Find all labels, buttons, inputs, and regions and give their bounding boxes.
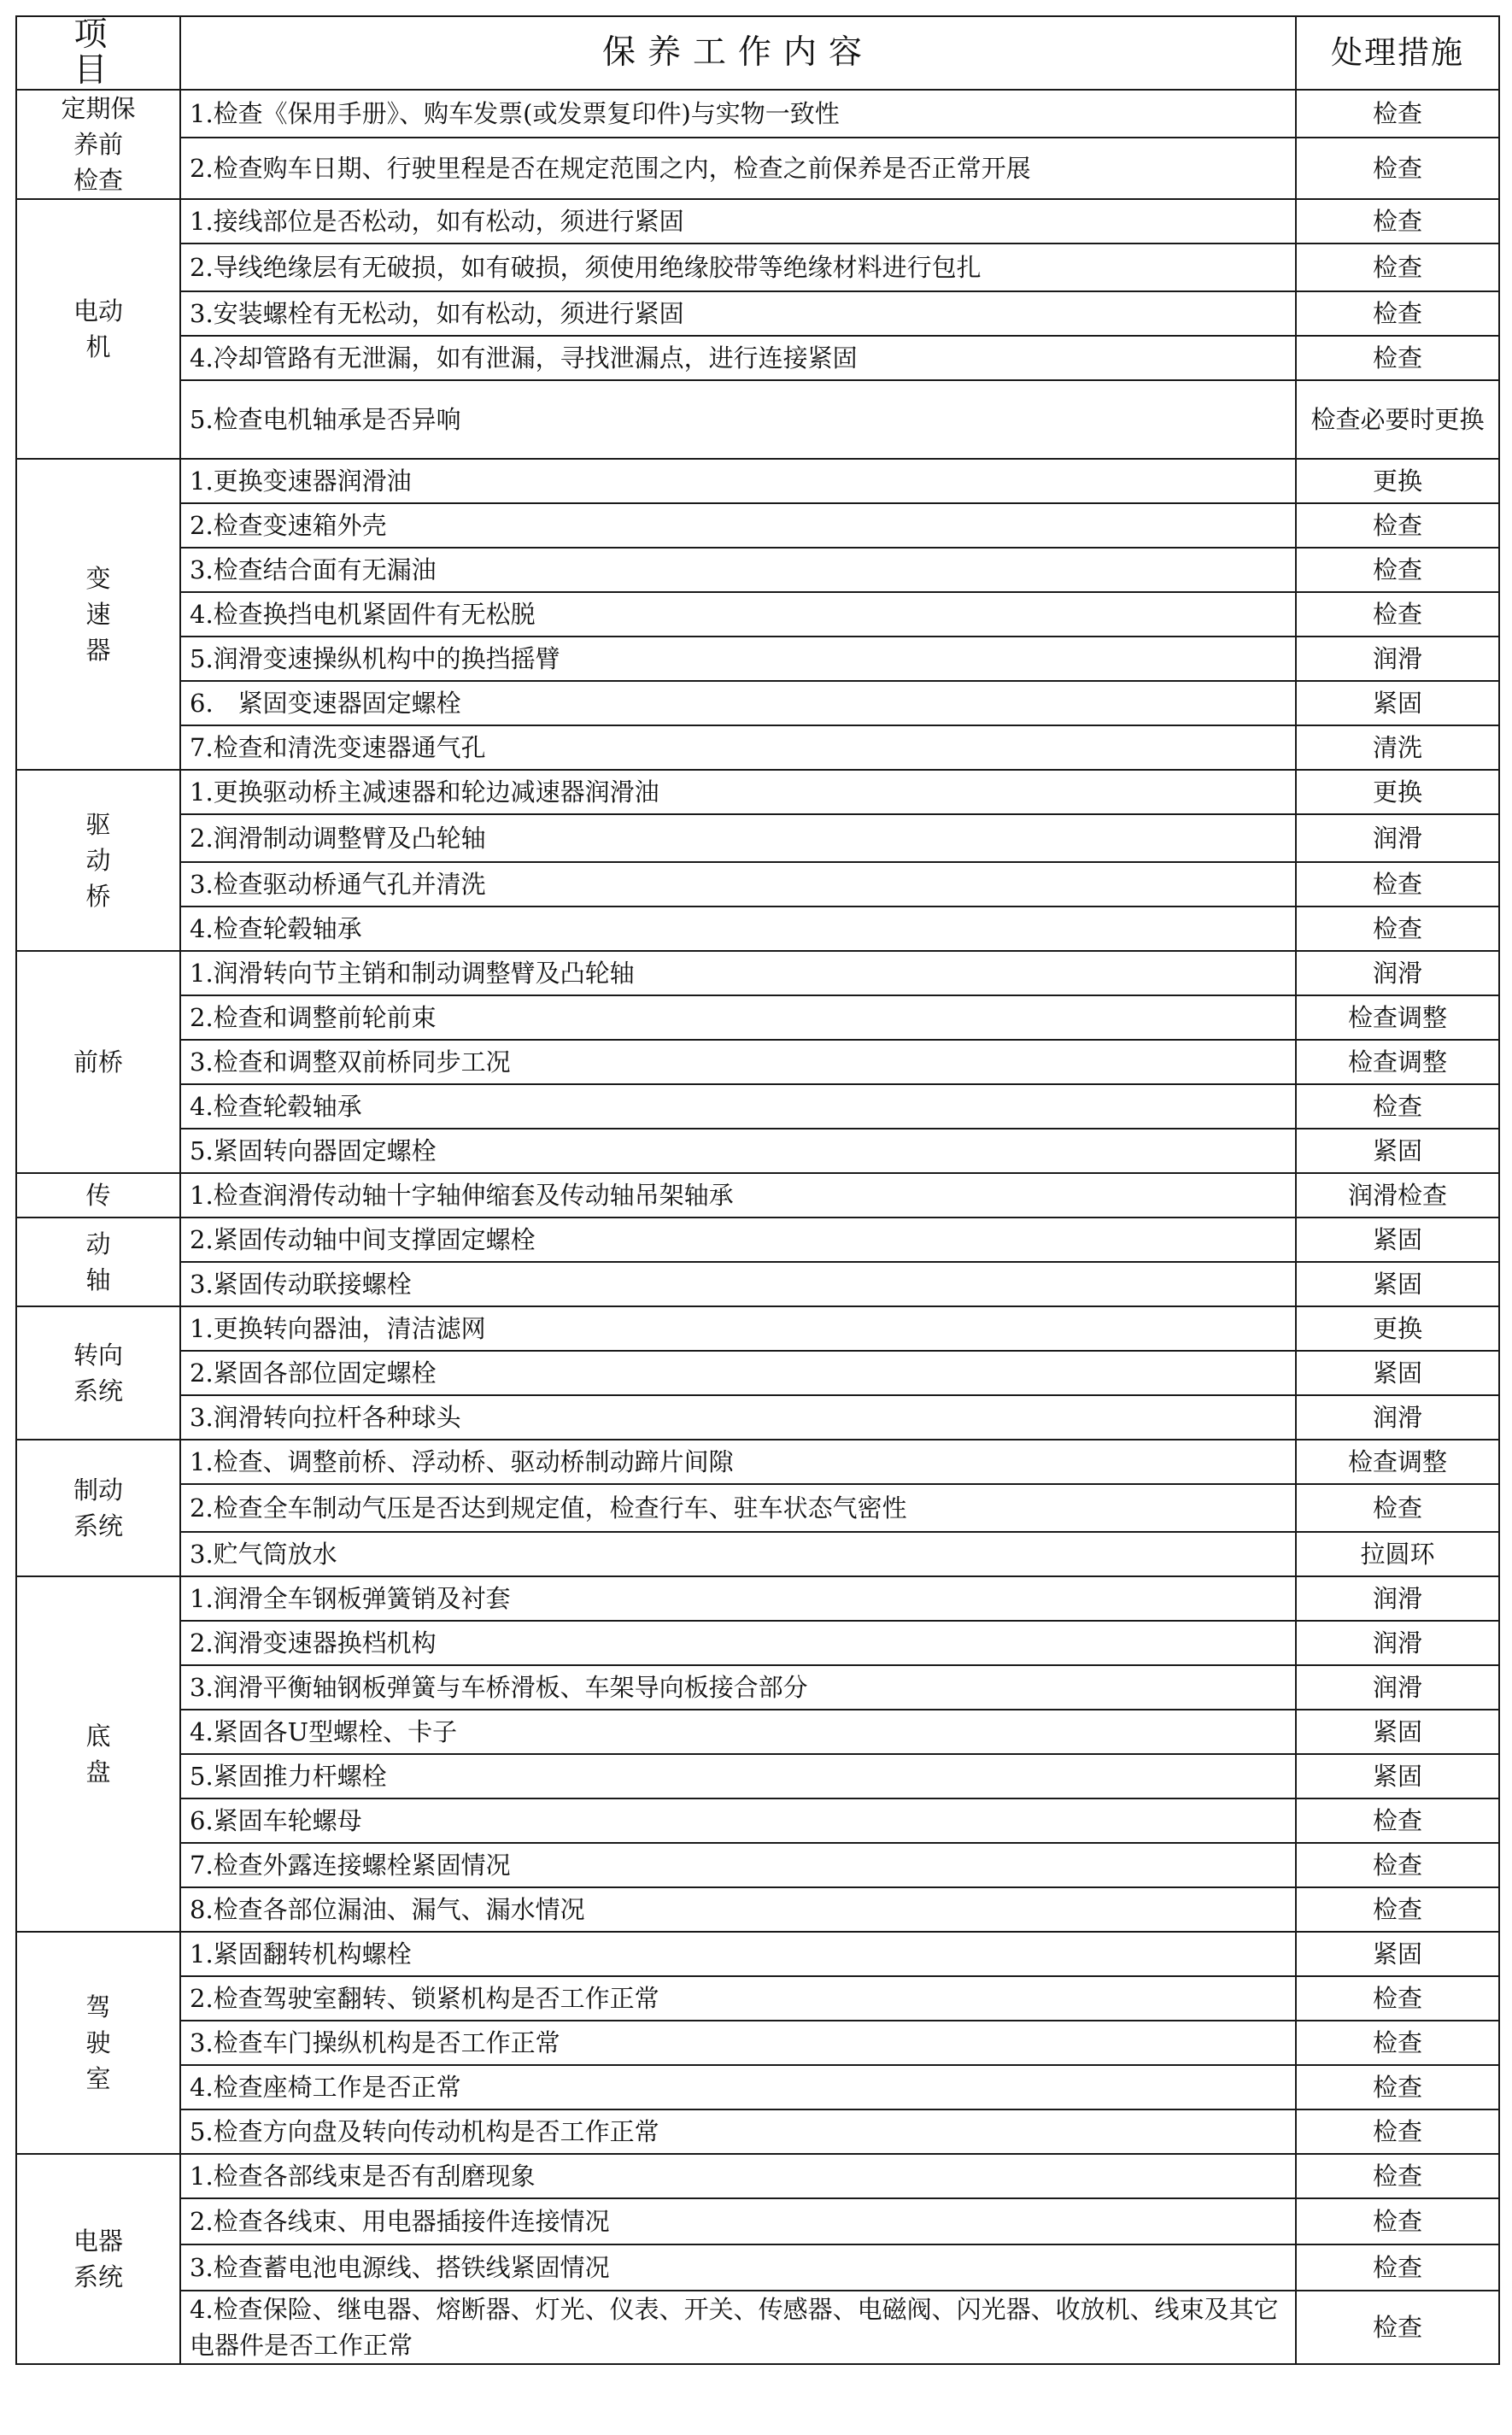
category-label-line: 变 xyxy=(85,564,111,593)
category-label-line: 底 xyxy=(85,1722,111,1751)
action-cell: 检查 xyxy=(1296,548,1499,592)
table-row xyxy=(16,1665,1499,1710)
content-cell: 3.检查和调整双前桥同步工况 xyxy=(180,1040,1296,1084)
content-cell: 1.润滑全车钢板弹簧销及衬套 xyxy=(180,1576,1296,1621)
action-cell: 润滑 xyxy=(1296,637,1499,681)
action-cell: 检查 xyxy=(1296,907,1499,951)
header-item: 项 目 xyxy=(16,16,180,90)
category-label-line: 制动 xyxy=(73,1476,123,1505)
category-label-line: 动 xyxy=(85,846,111,875)
table-row xyxy=(16,2291,1499,2364)
action-cell: 检查 xyxy=(1296,1976,1499,2021)
table-row xyxy=(16,1754,1499,1798)
action-cell: 清洗 xyxy=(1296,725,1499,770)
action-cell: 检查 xyxy=(1296,199,1499,244)
action-cell: 润滑检查 xyxy=(1296,1173,1499,1218)
header-row xyxy=(16,16,1499,90)
category-label-line: 传 xyxy=(85,1181,111,1210)
action-cell: 紧固 xyxy=(1296,1932,1499,1976)
action-cell: 检查调整 xyxy=(1296,1040,1499,1084)
content-cell: 1.更换变速器润滑油 xyxy=(180,459,1296,503)
action-cell: 检查 xyxy=(1296,244,1499,291)
action-cell: 检查 xyxy=(1296,1484,1499,1532)
content-cell: 4.紧固各U型螺栓、卡子 xyxy=(180,1710,1296,1754)
action-cell: 润滑 xyxy=(1296,951,1499,995)
category-label-line: 驶 xyxy=(85,2028,111,2057)
content-cell: 4.检查轮毂轴承 xyxy=(180,907,1296,951)
action-cell: 检查 xyxy=(1296,2244,1499,2291)
action-cell: 润滑 xyxy=(1296,1621,1499,1665)
table-row xyxy=(16,1887,1499,1932)
content-cell: 3.润滑平衡轴钢板弹簧与车桥滑板、车架导向板接合部分 xyxy=(180,1665,1296,1710)
content-cell: 2.检查驾驶室翻转、锁紧机构是否工作正常 xyxy=(180,1976,1296,2021)
table-row xyxy=(16,548,1499,592)
category-label-line: 动 xyxy=(85,1229,111,1259)
category-cell xyxy=(16,1576,180,1932)
table-row xyxy=(16,138,1499,199)
content-cell: 2.检查购车日期、行驶里程是否在规定范围之内，检查之前保养是否正常开展 xyxy=(180,138,1296,199)
content-cell: 2.导线绝缘层有无破损，如有破损，须使用绝缘胶带等绝缘材料进行包扎 xyxy=(180,244,1296,291)
action-cell: 检查 xyxy=(1296,1887,1499,1932)
content-cell: 6.紧固车轮螺母 xyxy=(180,1798,1296,1843)
content-cell: 2.检查变速箱外壳 xyxy=(180,503,1296,548)
action-cell: 更换 xyxy=(1296,459,1499,503)
content-cell: 1.紧固翻转机构螺栓 xyxy=(180,1932,1296,1976)
content-cell: 1.润滑转向节主销和制动调整臂及凸轮轴 xyxy=(180,951,1296,995)
content-cell: 1.检查、调整前桥、浮动桥、驱动桥制动蹄片间隙 xyxy=(180,1440,1296,1484)
table-row xyxy=(16,1129,1499,1173)
content-cell: 2.紧固各部位固定螺栓 xyxy=(180,1351,1296,1395)
action-cell: 检查 xyxy=(1296,2065,1499,2109)
action-cell: 紧固 xyxy=(1296,1218,1499,1262)
content-cell: 2.检查全车制动气压是否达到规定值，检查行车、驻车状态气密性 xyxy=(180,1484,1296,1532)
action-cell: 检查 xyxy=(1296,503,1499,548)
content-cell: 1.更换驱动桥主减速器和轮边减速器润滑油 xyxy=(180,770,1296,814)
action-cell: 检查必要时更换 xyxy=(1296,380,1499,459)
table-row xyxy=(16,1710,1499,1754)
category-cell xyxy=(16,2154,180,2364)
content-cell: 1.检查《保用手册》、购车发票(或发票复印件)与实物一致性 xyxy=(180,90,1296,138)
category-label-line: 速 xyxy=(85,600,111,629)
table-row xyxy=(16,199,1499,244)
action-cell: 检查调整 xyxy=(1296,995,1499,1040)
content-cell: 3.检查蓄电池电源线、搭铁线紧固情况 xyxy=(180,2244,1296,2291)
category-cell xyxy=(16,199,180,459)
table-row xyxy=(16,995,1499,1040)
content-cell: 3.检查车门操纵机构是否工作正常 xyxy=(180,2021,1296,2065)
header-action: 处理措施 xyxy=(1296,16,1499,90)
table-row xyxy=(16,2154,1499,2198)
maintenance-table xyxy=(15,15,1500,2365)
action-cell: 润滑 xyxy=(1296,1665,1499,1710)
category-label-line: 定期保 xyxy=(61,94,136,123)
action-cell: 紧固 xyxy=(1296,1262,1499,1306)
content-cell: 7.检查和清洗变速器通气孔 xyxy=(180,725,1296,770)
table-row xyxy=(16,1173,1499,1218)
content-cell: 3.紧固传动联接螺栓 xyxy=(180,1262,1296,1306)
content-cell: 4.检查轮毂轴承 xyxy=(180,1084,1296,1129)
category-cell xyxy=(16,1306,180,1440)
content-cell: 2.润滑制动调整臂及凸轮轴 xyxy=(180,814,1296,862)
action-cell: 紧固 xyxy=(1296,1351,1499,1395)
content-cell: 3.检查驱动桥通气孔并清洗 xyxy=(180,862,1296,907)
table-row xyxy=(16,291,1499,336)
category-label-line: 盘 xyxy=(85,1757,111,1787)
category-label-line: 器 xyxy=(85,636,111,665)
table-row xyxy=(16,2244,1499,2291)
content-cell: 4.检查保险、继电器、熔断器、灯光、仪表、开关、传感器、电磁阀、闪光器、收放机、线束及其它电器件是否工作正常 xyxy=(180,2291,1296,2364)
action-cell: 检查 xyxy=(1296,862,1499,907)
content-cell: 5.紧固推力杆螺栓 xyxy=(180,1754,1296,1798)
action-cell: 润滑 xyxy=(1296,1576,1499,1621)
action-cell: 润滑 xyxy=(1296,814,1499,862)
content-cell: 3.润滑转向拉杆各种球头 xyxy=(180,1395,1296,1440)
category-cell xyxy=(16,770,180,951)
content-cell: 1.检查各部线束是否有刮磨现象 xyxy=(180,2154,1296,2198)
action-cell: 更换 xyxy=(1296,1306,1499,1351)
header-content: 保养工作内容 xyxy=(180,16,1296,90)
content-cell: 4.检查座椅工作是否正常 xyxy=(180,2065,1296,2109)
category-label-line: 电动 xyxy=(73,296,123,326)
action-cell: 紧固 xyxy=(1296,1710,1499,1754)
action-cell: 检查 xyxy=(1296,1843,1499,1887)
table-row xyxy=(16,814,1499,862)
action-cell: 检查 xyxy=(1296,1798,1499,1843)
table-row xyxy=(16,907,1499,951)
action-cell: 检查 xyxy=(1296,2021,1499,2065)
content-cell: 3.贮气筒放水 xyxy=(180,1532,1296,1576)
category-cell xyxy=(16,1218,180,1306)
action-cell: 检查 xyxy=(1296,2198,1499,2244)
category-cell xyxy=(16,1173,180,1218)
table-row xyxy=(16,336,1499,380)
action-cell: 紧固 xyxy=(1296,681,1499,725)
table-row xyxy=(16,951,1499,995)
table-row xyxy=(16,1218,1499,1262)
action-cell: 检查 xyxy=(1296,336,1499,380)
action-cell: 润滑 xyxy=(1296,1395,1499,1440)
table-row xyxy=(16,2065,1499,2109)
content-cell: 7.检查外露连接螺栓紧固情况 xyxy=(180,1843,1296,1887)
action-cell: 检查 xyxy=(1296,592,1499,637)
table-row xyxy=(16,90,1499,138)
content-cell: 5.紧固转向器固定螺栓 xyxy=(180,1129,1296,1173)
table-row xyxy=(16,1040,1499,1084)
action-cell: 检查 xyxy=(1296,2154,1499,2198)
content-cell: 4.冷却管路有无泄漏，如有泄漏，寻找泄漏点，进行连接紧固 xyxy=(180,336,1296,380)
category-cell xyxy=(16,1932,180,2154)
content-cell: 8.检查各部位漏油、漏气、漏水情况 xyxy=(180,1887,1296,1932)
action-cell: 检查 xyxy=(1296,138,1499,199)
table-row xyxy=(16,1306,1499,1351)
table-row xyxy=(16,862,1499,907)
category-label-line: 转向 xyxy=(73,1341,123,1370)
content-cell: 5.检查方向盘及转向传动机构是否工作正常 xyxy=(180,2109,1296,2154)
content-cell: 1.接线部位是否松动，如有松动，须进行紧固 xyxy=(180,199,1296,244)
category-label-line: 驱 xyxy=(85,810,111,839)
action-cell: 拉圆环 xyxy=(1296,1532,1499,1576)
action-cell: 检查调整 xyxy=(1296,1440,1499,1484)
category-label-line: 机 xyxy=(85,332,111,361)
action-cell: 检查 xyxy=(1296,291,1499,336)
content-cell: 5.检查电机轴承是否异响 xyxy=(180,380,1296,459)
action-cell: 检查 xyxy=(1296,90,1499,138)
category-cell xyxy=(16,459,180,770)
content-cell: 3.检查结合面有无漏油 xyxy=(180,548,1296,592)
table-row xyxy=(16,244,1499,291)
table-row xyxy=(16,592,1499,637)
action-cell: 检查 xyxy=(1296,2291,1499,2364)
category-cell xyxy=(16,90,180,199)
category-label-line: 桥 xyxy=(85,882,111,911)
table-row xyxy=(16,503,1499,548)
table-row xyxy=(16,725,1499,770)
category-label-line: 检查 xyxy=(73,166,123,195)
table-row xyxy=(16,2198,1499,2244)
table-row xyxy=(16,1395,1499,1440)
table-row xyxy=(16,459,1499,503)
category-label-line: 驾 xyxy=(85,1992,111,2021)
category-label-line: 养前 xyxy=(73,130,123,159)
table-row xyxy=(16,1484,1499,1532)
table-row xyxy=(16,1843,1499,1887)
table-row xyxy=(16,1976,1499,2021)
content-cell: 2.紧固传动轴中间支撑固定螺栓 xyxy=(180,1218,1296,1262)
category-label-line: 系统 xyxy=(73,1511,123,1540)
table-body xyxy=(16,90,1499,2364)
table-row xyxy=(16,1532,1499,1576)
table-row xyxy=(16,681,1499,725)
table-row xyxy=(16,1262,1499,1306)
table-row xyxy=(16,2109,1499,2154)
content-cell: 1.检查润滑传动轴十字轴伸缩套及传动轴吊架轴承 xyxy=(180,1173,1296,1218)
table-row xyxy=(16,1798,1499,1843)
content-cell: 2.检查和调整前轮前束 xyxy=(180,995,1296,1040)
category-label-line: 系统 xyxy=(73,2262,123,2291)
table-row xyxy=(16,2021,1499,2065)
content-cell: 2.检查各线束、用电器插接件连接情况 xyxy=(180,2198,1296,2244)
content-cell: 1.更换转向器油，清洁滤网 xyxy=(180,1306,1296,1351)
action-cell: 检查 xyxy=(1296,1084,1499,1129)
table-row xyxy=(16,1932,1499,1976)
content-cell: 6. 紧固变速器固定螺栓 xyxy=(180,681,1296,725)
category-label-line: 室 xyxy=(85,2064,111,2093)
table-row xyxy=(16,1621,1499,1665)
category-cell xyxy=(16,1440,180,1576)
action-cell: 检查 xyxy=(1296,2109,1499,2154)
action-cell: 紧固 xyxy=(1296,1754,1499,1798)
table-row xyxy=(16,1351,1499,1395)
table-row xyxy=(16,637,1499,681)
table-row xyxy=(16,770,1499,814)
content-cell: 4.检查换挡电机紧固件有无松脱 xyxy=(180,592,1296,637)
category-label-line: 前桥 xyxy=(73,1047,123,1077)
category-label-line: 系统 xyxy=(73,1376,123,1405)
category-cell xyxy=(16,951,180,1173)
content-cell: 2.润滑变速器换档机构 xyxy=(180,1621,1296,1665)
table-row xyxy=(16,380,1499,459)
table-row xyxy=(16,1576,1499,1621)
category-label-line: 轴 xyxy=(85,1265,111,1294)
action-cell: 更换 xyxy=(1296,770,1499,814)
category-label-line: 电器 xyxy=(73,2227,123,2256)
table-row xyxy=(16,1440,1499,1484)
action-cell: 紧固 xyxy=(1296,1129,1499,1173)
content-cell: 3.安装螺栓有无松动，如有松动，须进行紧固 xyxy=(180,291,1296,336)
table-row xyxy=(16,1084,1499,1129)
content-cell: 5.润滑变速操纵机构中的换挡摇臂 xyxy=(180,637,1296,681)
